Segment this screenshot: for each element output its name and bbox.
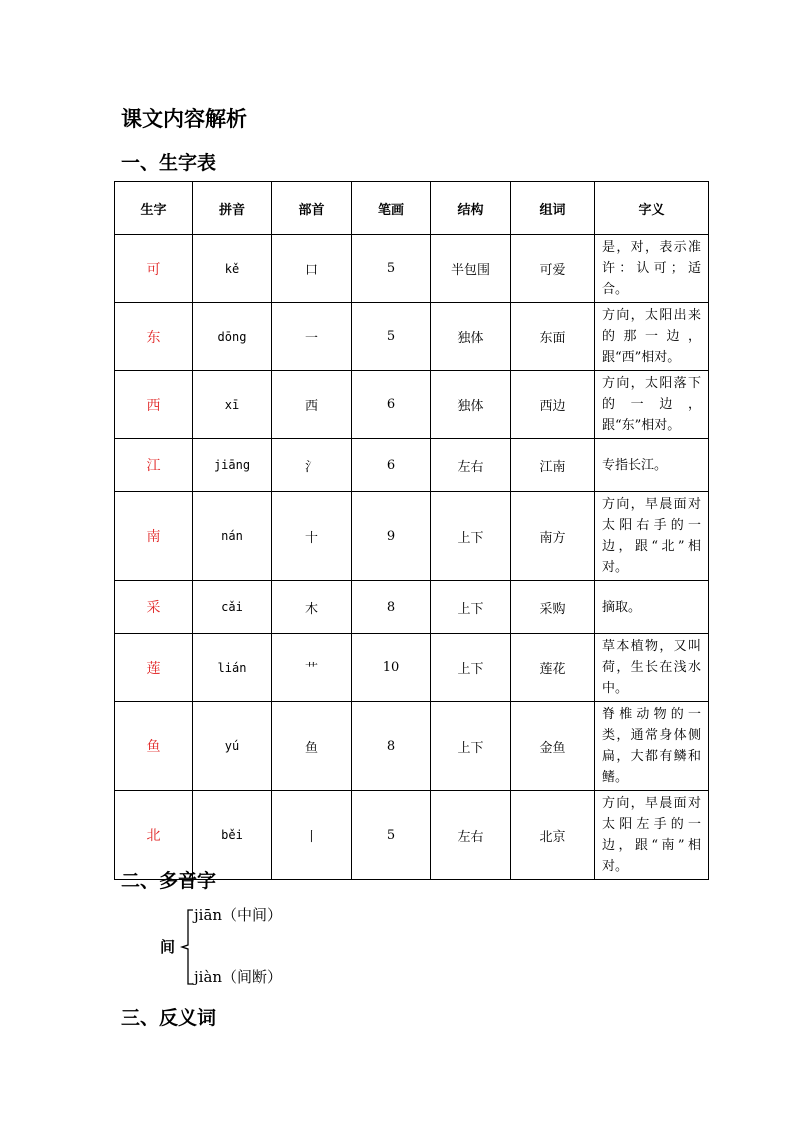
radical-cell: 木 bbox=[272, 581, 352, 634]
strokes-cell: 8 bbox=[352, 581, 431, 634]
structure-cell: 半包围 bbox=[431, 235, 511, 303]
meaning-cell: 方向，早晨面对太阳右手的一边，跟“北”相对。 bbox=[595, 492, 709, 581]
table-row bbox=[115, 634, 709, 702]
radical-cell: 氵 bbox=[272, 439, 352, 492]
polyphone-char: 间 bbox=[160, 938, 176, 956]
word-cell: 金鱼 bbox=[511, 702, 595, 791]
pinyin-cell: jiāng bbox=[193, 439, 272, 492]
char-cell: 东 bbox=[115, 303, 193, 371]
table-header-row bbox=[115, 182, 709, 235]
table-row bbox=[115, 303, 709, 371]
strokes-cell: 5 bbox=[352, 791, 431, 880]
meaning-cell: 方向，太阳出来的那一边，跟“西”相对。 bbox=[595, 303, 709, 371]
structure-cell: 上下 bbox=[431, 634, 511, 702]
structure-cell: 独体 bbox=[431, 303, 511, 371]
polyphone-reading: jiān（中间） bbox=[194, 906, 283, 924]
strokes-cell: 6 bbox=[352, 371, 431, 439]
structure-cell: 上下 bbox=[431, 581, 511, 634]
word-cell: 南方 bbox=[511, 492, 595, 581]
meaning-cell: 草本植物，又叫荷，生长在浅水中。 bbox=[595, 634, 709, 702]
table-row bbox=[115, 492, 709, 581]
pinyin-cell: dōng bbox=[193, 303, 272, 371]
structure-cell: 左右 bbox=[431, 439, 511, 492]
pinyin-cell: xī bbox=[193, 371, 272, 439]
meaning-cell: 脊椎动物的一类，通常身体侧扁，大都有鳞和鳍。 bbox=[595, 702, 709, 791]
word-cell: 江南 bbox=[511, 439, 595, 492]
character-table bbox=[114, 181, 709, 880]
structure-cell: 上下 bbox=[431, 492, 511, 581]
radical-cell: 一 bbox=[272, 303, 352, 371]
radical-cell: 艹 bbox=[272, 634, 352, 702]
radical-cell: 鱼 bbox=[272, 702, 352, 791]
polyphone-group bbox=[160, 900, 360, 996]
table-row bbox=[115, 581, 709, 634]
word-cell: 可爱 bbox=[511, 235, 595, 303]
word-cell: 东面 bbox=[511, 303, 595, 371]
strokes-cell: 5 bbox=[352, 303, 431, 371]
char-cell: 采 bbox=[115, 581, 193, 634]
strokes-cell: 10 bbox=[352, 634, 431, 702]
header-word: 组词 bbox=[511, 182, 595, 235]
char-cell: 莲 bbox=[115, 634, 193, 702]
header-structure: 结构 bbox=[431, 182, 511, 235]
pinyin-cell: yú bbox=[193, 702, 272, 791]
header-strokes: 笔画 bbox=[352, 182, 431, 235]
header-meaning: 字义 bbox=[595, 182, 709, 235]
table-row bbox=[115, 371, 709, 439]
char-cell: 西 bbox=[115, 371, 193, 439]
section-heading-new-characters: 一、生字表 bbox=[121, 152, 217, 174]
meaning-cell: 方向，太阳落下的一边，跟“东”相对。 bbox=[595, 371, 709, 439]
meaning-cell: 专指长江。 bbox=[595, 439, 709, 492]
word-cell: 莲花 bbox=[511, 634, 595, 702]
pinyin-cell: běi bbox=[193, 791, 272, 880]
radical-cell: 十 bbox=[272, 492, 352, 581]
pinyin-cell: kě bbox=[193, 235, 272, 303]
radical-cell: 口 bbox=[272, 235, 352, 303]
char-cell: 江 bbox=[115, 439, 193, 492]
header-radical: 部首 bbox=[272, 182, 352, 235]
pinyin-cell: nán bbox=[193, 492, 272, 581]
header-pinyin: 拼音 bbox=[193, 182, 272, 235]
structure-cell: 上下 bbox=[431, 702, 511, 791]
char-cell: 南 bbox=[115, 492, 193, 581]
structure-cell: 独体 bbox=[431, 371, 511, 439]
page-title: 课文内容解析 bbox=[121, 107, 247, 131]
section-heading-polyphones: 二、多音字 bbox=[121, 870, 217, 892]
polyphone-reading: jiàn（间断） bbox=[194, 968, 283, 986]
strokes-cell: 9 bbox=[352, 492, 431, 581]
header-char: 生字 bbox=[115, 182, 193, 235]
radical-cell: 丨 bbox=[272, 791, 352, 880]
meaning-cell: 是，对，表示准许：认可；适合。 bbox=[595, 235, 709, 303]
strokes-cell: 6 bbox=[352, 439, 431, 492]
meaning-cell: 方向，早晨面对太阳左手的一边，跟“南”相对。 bbox=[595, 791, 709, 880]
char-cell: 鱼 bbox=[115, 702, 193, 791]
char-cell: 可 bbox=[115, 235, 193, 303]
meaning-cell: 摘取。 bbox=[595, 581, 709, 634]
strokes-cell: 5 bbox=[352, 235, 431, 303]
word-cell: 北京 bbox=[511, 791, 595, 880]
table-row bbox=[115, 702, 709, 791]
word-cell: 西边 bbox=[511, 371, 595, 439]
char-cell: 北 bbox=[115, 791, 193, 880]
pinyin-cell: cǎi bbox=[193, 581, 272, 634]
table-row bbox=[115, 439, 709, 492]
structure-cell: 左右 bbox=[431, 791, 511, 880]
section-heading-antonyms: 三、反义词 bbox=[121, 1007, 217, 1029]
strokes-cell: 8 bbox=[352, 702, 431, 791]
word-cell: 采购 bbox=[511, 581, 595, 634]
radical-cell: 西 bbox=[272, 371, 352, 439]
table-row bbox=[115, 235, 709, 303]
pinyin-cell: lián bbox=[193, 634, 272, 702]
